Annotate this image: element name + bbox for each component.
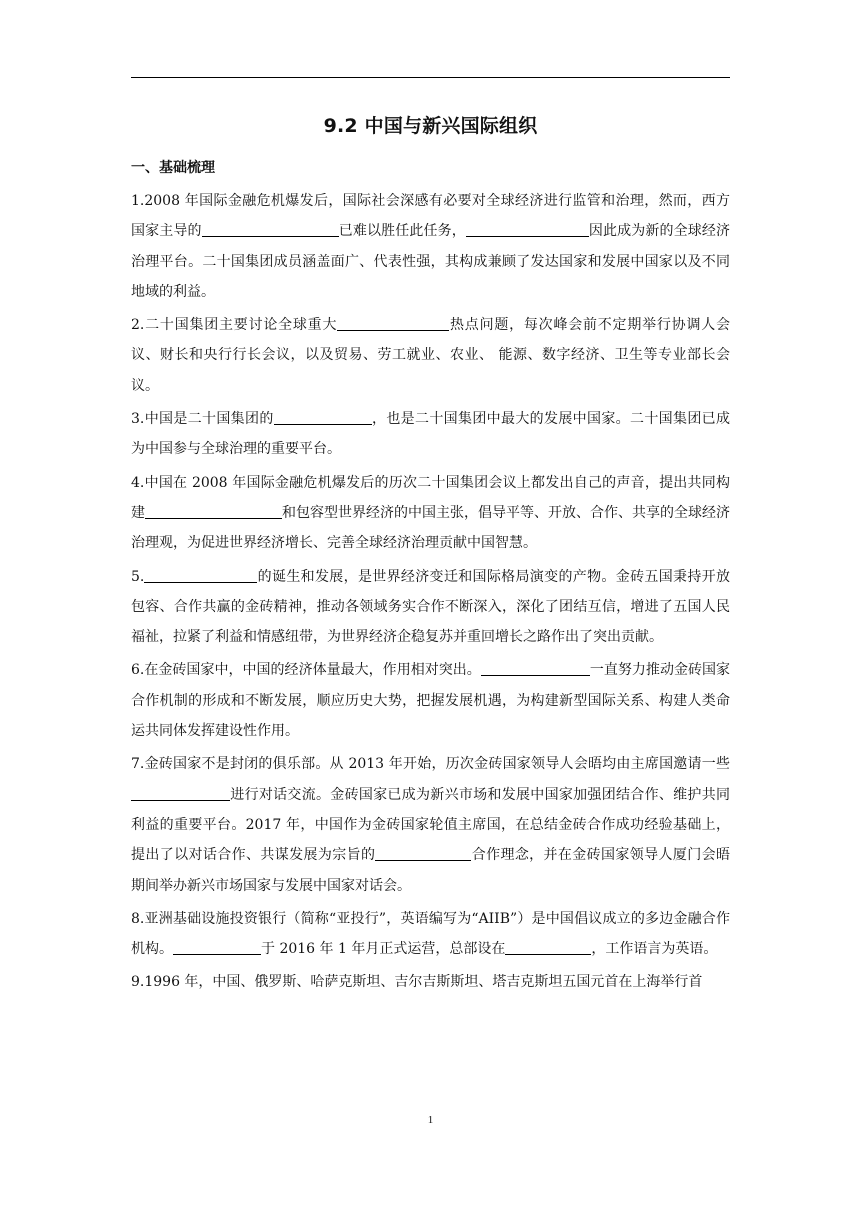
fill-in-blank[interactable]: [375, 845, 471, 861]
question-8: [131, 904, 730, 965]
question-5: [131, 562, 730, 653]
question-9: [131, 967, 730, 997]
question-text: 7.金砖国家不是封闭的俱乐部。从 2013 年开始，历次金砖国家领导人会晤均由主席国邀请一些: [131, 756, 730, 773]
question-text: 5.: [131, 568, 145, 585]
fill-in-blank[interactable]: [505, 939, 591, 955]
question-text: ，也是二十国集团中最大的发展中国家。二十国集团已成为中国参与全球治理的重要平台。: [131, 411, 731, 458]
question-text: 进行对话交流。金砖国家已成为新兴市场和发展中国家加强团结合作、维护共同利益的重要平台。2017 年，中国作为金砖国家轮值主席国，在总结金砖合作成功经验基础上，提出了以对话合作、共谋发展为宗旨的: [131, 786, 730, 864]
question-7: [131, 749, 730, 900]
question-text: 4.中国在 2008 年国际金融危机爆发后的历次二十国集团会议上都发出自己的声音，提出共同构建: [131, 474, 730, 521]
fill-in-blank[interactable]: [173, 939, 261, 955]
fill-in-blank[interactable]: [481, 660, 590, 676]
fill-in-blank[interactable]: [337, 315, 449, 331]
question-text: 3.中国是二十国集团的: [131, 411, 274, 428]
fill-in-blank[interactable]: [131, 785, 230, 801]
question-4: [131, 468, 730, 559]
fill-in-blank[interactable]: [274, 409, 372, 425]
header-rule: [131, 77, 730, 78]
fill-in-blank[interactable]: [466, 221, 589, 237]
fill-in-blank[interactable]: [144, 567, 257, 583]
question-text: 2.二十国集团主要讨论全球重大: [131, 317, 338, 334]
question-text: 和包容型世界经济的中国主张，倡导平等、开放、合作、共享的全球经济治理观，为促进世界经济增长、完善全球经济治理贡献中国智慧。: [131, 504, 730, 552]
question-text: 一直努力推动金砖国家合作机制的形成和不断发展，顺应历史大势，把握发展机遇，为构建新型国际关系、构建人类命运共同体发挥建设性作用。: [131, 662, 731, 740]
section-heading: 一、基础梳理: [131, 160, 215, 176]
document-title: 9.2 中国与新兴国际组织: [323, 115, 538, 137]
question-text: 于 2016 年 1 年月正式运营，总部设在: [261, 941, 506, 958]
question-2: [131, 310, 730, 401]
page-number: 1: [427, 1114, 434, 1126]
question-text: 因此成为新的全球经济治理平台。二十国集团成员涵盖面广、代表性强，其构成兼顾了发达国家和发展中国家以及不同地域的利益。: [131, 223, 731, 300]
question-6: [131, 655, 730, 746]
question-text: 8.亚洲基础设施投资银行（简称“亚投行”，英语编写为“AIIB”）是中国倡议成立的多边金融合作机构。: [131, 910, 730, 958]
question-3: [131, 404, 730, 465]
question-text: ，工作语言为英语。: [591, 941, 718, 958]
question-text: 的诞生和发展，是世界经济变迁和国际格局演变的产物。金砖五国秉持开放包容、合作共赢的金砖精神，推动各领域务实合作不断深入，深化了团结互信，增进了五国人民福祉，拉紧了利益和情感纽带，为世界经济企稳复苏并重回增长之路作出了突出贡献。: [131, 568, 730, 646]
question-text: 6.在金砖国家中，中国的经济体量最大，作用相对突出。: [131, 662, 481, 679]
question-text: 热点问题，每次峰会前不定期举行协调人会议、财长和央行行长会议，以及贸易、劳工就业、农业、 能源、数字经济、卫生等专业部长会议。: [131, 317, 730, 394]
fill-in-blank[interactable]: [202, 221, 339, 237]
document-body: [131, 186, 730, 1001]
question-text: 9.1996 年，中国、俄罗斯、哈萨克斯坦、吉尔吉斯斯坦、塔吉克斯坦五国元首在上海举行首: [131, 974, 703, 991]
question-text: 合作理念，并在金砖国家领导人厦门会晤期间举办新兴市场国家与发展中国家对话会。: [131, 847, 731, 894]
question-1: [131, 186, 730, 307]
question-text: 1.2008 年国际金融危机爆发后，国际社会深感有必要对全球经济进行监管和治理，然而，西方国家主导的: [131, 193, 730, 240]
fill-in-blank[interactable]: [145, 503, 282, 519]
question-text: 已难以胜任此任务，: [338, 223, 466, 240]
